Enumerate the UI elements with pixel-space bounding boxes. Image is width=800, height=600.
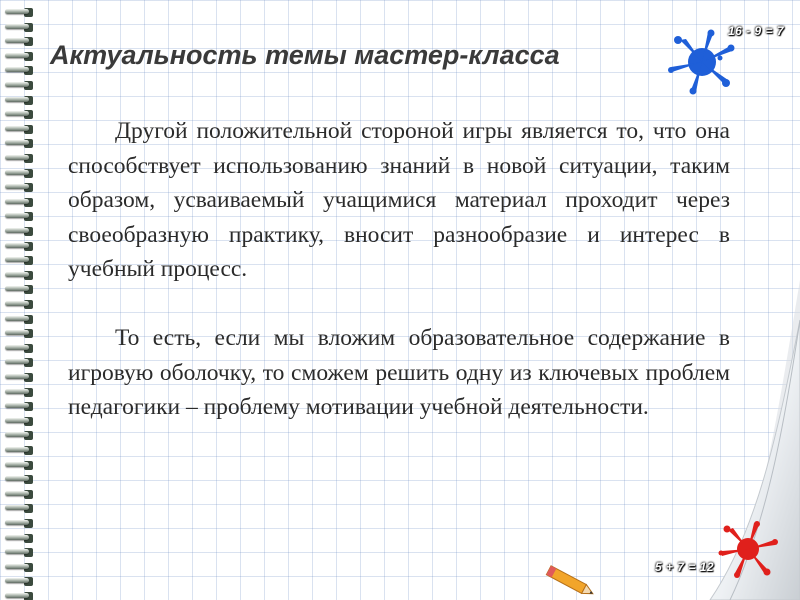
paragraph-1: Другой положительной стороной игры является то, что она способствует использованию знаний в новой ситуации, таким образом, усваиваемый учащимися материал проходит через своеобразную практику, вносит разнообразие и интерес в учебный процесс. <box>68 118 730 282</box>
binding-ring <box>2 137 36 149</box>
binding-ring <box>2 123 36 135</box>
paragraph-2: То есть, если мы вложим образовательное содержание в игровую оболочку, то сможем решить одну из ключевых проблем педагогики – проблему мотивации учебной деятельности. <box>68 325 730 420</box>
binding-ring <box>2 225 36 237</box>
spiral-binding <box>0 0 44 600</box>
binding-ring <box>2 444 36 456</box>
binding-ring <box>2 473 36 485</box>
binding-ring <box>2 269 36 281</box>
binding-ring <box>2 327 36 339</box>
binding-ring <box>2 386 36 398</box>
binding-ring <box>2 561 36 573</box>
blue-paint-splash-icon <box>666 28 736 98</box>
binding-ring <box>2 400 36 412</box>
binding-ring <box>2 283 36 295</box>
binding-ring <box>2 240 36 252</box>
binding-ring <box>2 429 36 441</box>
binding-ring <box>2 108 36 120</box>
binding-ring <box>2 342 36 354</box>
binding-ring <box>2 517 36 529</box>
binding-ring <box>2 6 36 18</box>
pencil-icon <box>540 562 598 600</box>
binding-ring <box>2 590 36 600</box>
binding-ring <box>2 459 36 471</box>
equation-bottom: 5 + 7 = 12 <box>655 560 715 574</box>
binding-ring <box>2 64 36 76</box>
binding-ring <box>2 50 36 62</box>
binding-ring <box>2 415 36 427</box>
binding-ring <box>2 313 36 325</box>
equation-top: 16 - 9 = 7 <box>728 24 785 38</box>
binding-ring <box>2 488 36 500</box>
binding-ring <box>2 532 36 544</box>
binding-ring <box>2 502 36 514</box>
red-paint-splash-icon <box>718 520 778 578</box>
binding-ring <box>2 546 36 558</box>
binding-ring <box>2 94 36 106</box>
binding-ring <box>2 575 36 587</box>
binding-ring <box>2 254 36 266</box>
slide-title: Актуальность темы мастер-класса <box>50 40 560 70</box>
binding-ring <box>2 371 36 383</box>
binding-ring <box>2 181 36 193</box>
binding-ring <box>2 79 36 91</box>
slide-body <box>68 114 730 425</box>
binding-ring <box>2 152 36 164</box>
binding-ring <box>2 35 36 47</box>
binding-ring <box>2 167 36 179</box>
binding-ring <box>2 356 36 368</box>
binding-ring <box>2 21 36 33</box>
binding-ring <box>2 210 36 222</box>
binding-ring <box>2 298 36 310</box>
binding-ring <box>2 196 36 208</box>
